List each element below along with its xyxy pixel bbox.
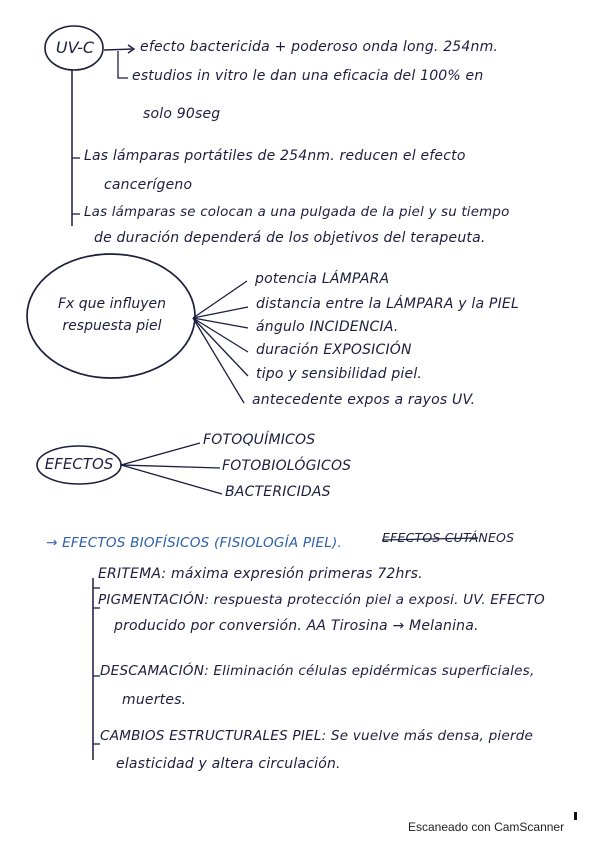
descamacion-line-1: DESCAMACIÓN: Eliminación células epidérmicas superficiales,: [100, 663, 535, 679]
pigmentacion-line-1: PIGMENTACIÓN: respuesta protección piel a exposi. UV. EFECTO: [98, 592, 545, 608]
descamacion-line-2: muertes.: [122, 692, 187, 708]
uvc-arrow: [104, 49, 132, 50]
factors-fan-lines: [193, 281, 248, 403]
cambios-line-2: elasticidad y altera circulación.: [116, 756, 341, 772]
eritema-line: ERITEMA: máxima expresión primeras 72hrs.: [98, 566, 423, 582]
factor-item-2: distancia entre la LÁMPARA y la PIEL: [256, 296, 519, 312]
biophysical-heading-right: EFECTOS CUTÁNEOS: [382, 530, 515, 545]
cambios-line-1: CAMBIOS ESTRUCTURALES PIEL: Se vuelve más densa, pierde: [100, 728, 534, 744]
uvc-line-2: estudios in vitro le dan una eficacia del 100% en: [132, 68, 484, 84]
effects-lines: [121, 443, 222, 494]
effects-item-1: FOTOQUÍMICOS: [203, 432, 316, 448]
factor-item-1: potencia LÁMPARA: [255, 271, 390, 287]
uvc-line-3: solo 90seg: [143, 106, 221, 122]
factor-item-5: tipo y sensibilidad piel.: [256, 366, 423, 382]
scanner-watermark: Escaneado con CamScanner: [408, 820, 565, 834]
uvc-bullet-1b: cancerígeno: [104, 177, 193, 193]
uvc-hook: [118, 51, 128, 78]
effects-item-3: BACTERICIDAS: [225, 484, 331, 500]
factor-item-4: duración EXPOSICIÓN: [256, 342, 412, 358]
factor-item-3: ángulo INCIDENCIA.: [256, 319, 399, 335]
uvc-bullet-1a: Las lámparas portátiles de 254nm. reducen el efecto: [84, 148, 466, 164]
effects-label: EFECTOS: [44, 455, 114, 473]
effects-item-2: FOTOBIOLÓGICOS: [222, 458, 352, 474]
factors-label-2: respuesta piel: [62, 318, 162, 334]
pigmentacion-line-2: producido por conversión. AA Tirosina → Melanina.: [114, 618, 479, 634]
factors-label-1: Fx que influyen: [57, 296, 167, 312]
uvc-line-1: efecto bactericida + poderoso onda long. 254nm.: [140, 39, 499, 55]
uvc-bullet-2a: Las lámparas se colocan a una pulgada de la piel y su tiempo: [84, 205, 510, 220]
biophysical-heading: → EFECTOS BIOFÍSICOS (FISIOLOGÍA PIEL).: [46, 535, 343, 551]
uvc-bullet-2b: de duración dependerá de los objetivos del terapeuta.: [94, 230, 486, 246]
factor-item-6: antecedente expos a rayos UV.: [252, 392, 476, 408]
scanner-mark: [574, 812, 577, 820]
factors-circle: [27, 254, 195, 378]
uvc-label: UV-C: [55, 38, 95, 57]
